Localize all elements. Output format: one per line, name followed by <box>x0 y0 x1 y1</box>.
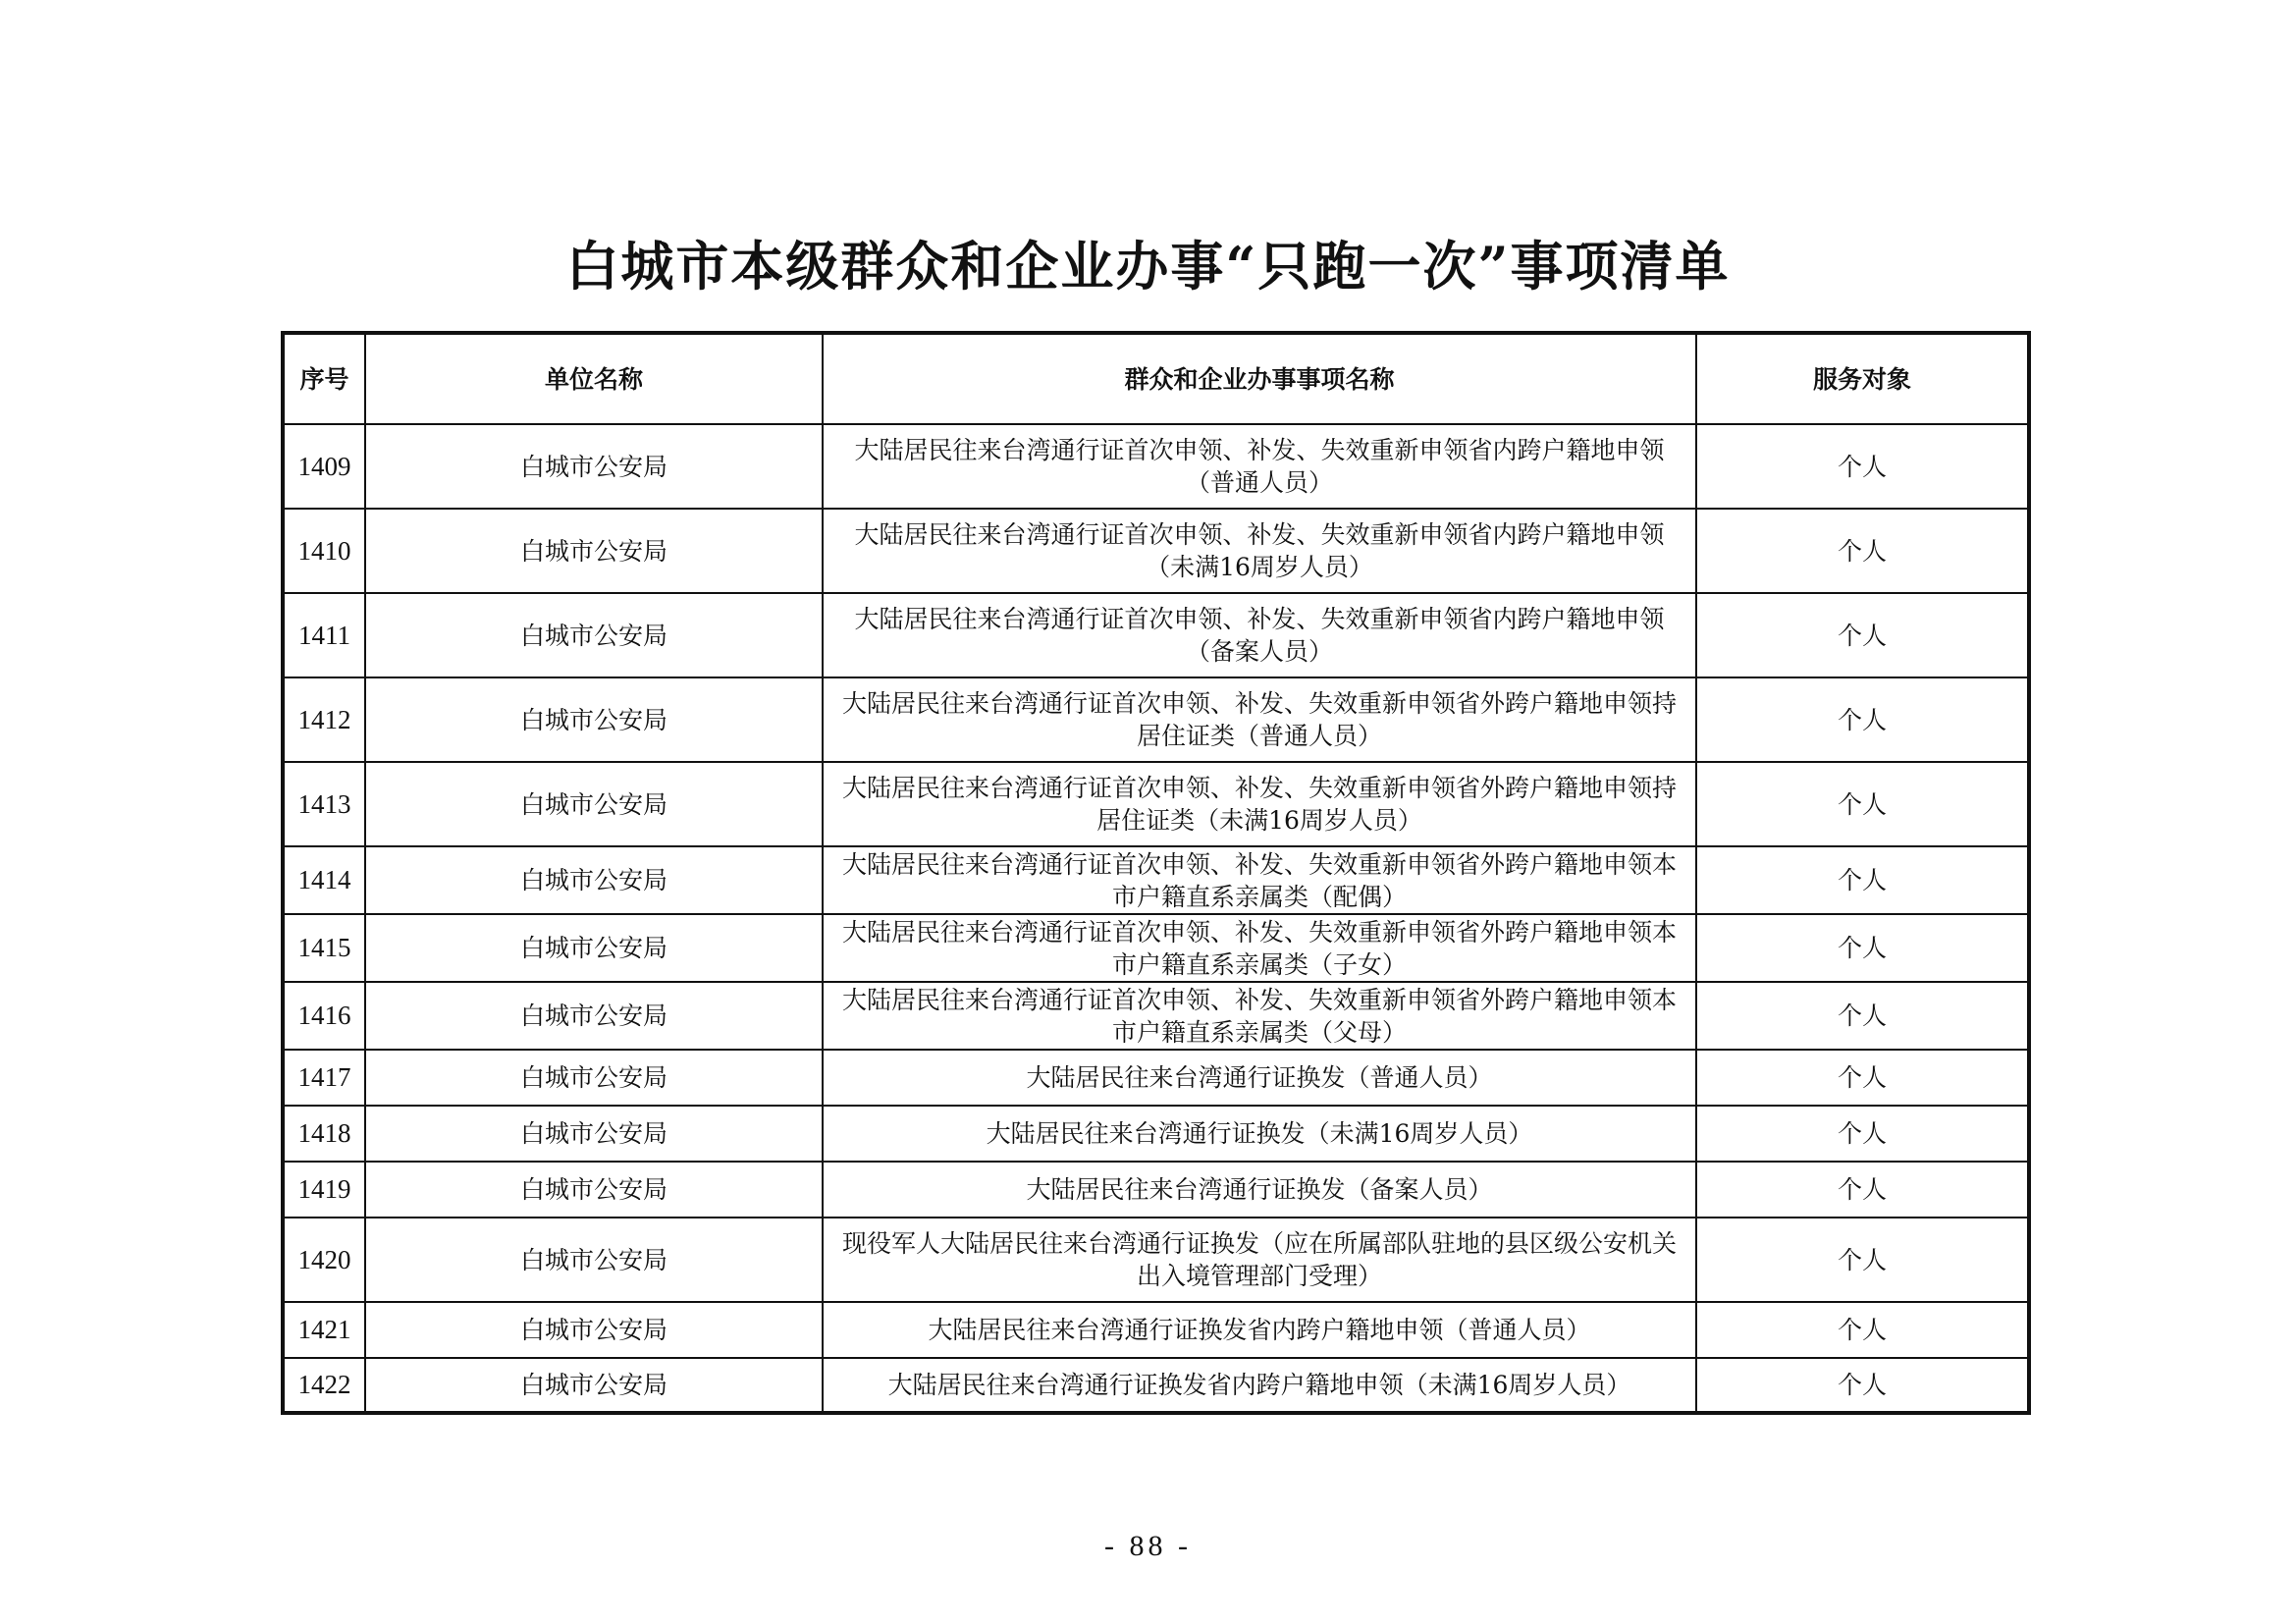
row-unit: 白城市公安局 <box>365 1106 823 1162</box>
row-unit: 白城市公安局 <box>365 593 823 677</box>
row-target: 个人 <box>1696 1162 2029 1218</box>
row-target: 个人 <box>1696 1302 2029 1358</box>
table-row <box>283 982 2029 1050</box>
table-row <box>283 509 2029 593</box>
row-target: 个人 <box>1696 593 2029 677</box>
row-item: 大陆居民往来台湾通行证换发省内跨户籍地申领（未满16周岁人员） <box>823 1358 1696 1413</box>
row-unit: 白城市公安局 <box>365 509 823 593</box>
row-unit: 白城市公安局 <box>365 1218 823 1302</box>
row-seq: 1422 <box>283 1358 365 1413</box>
row-target: 个人 <box>1696 1218 2029 1302</box>
row-unit: 白城市公安局 <box>365 762 823 846</box>
row-unit: 白城市公安局 <box>365 846 823 914</box>
table-row <box>283 762 2029 846</box>
row-seq: 1420 <box>283 1218 365 1302</box>
row-target: 个人 <box>1696 677 2029 762</box>
row-target: 个人 <box>1696 762 2029 846</box>
table-row <box>283 1106 2029 1162</box>
row-item: 大陆居民往来台湾通行证首次申领、补发、失效重新申领省外跨户籍地申领本市户籍直系亲属类（配偶） <box>823 846 1696 914</box>
row-item: 大陆居民往来台湾通行证换发省内跨户籍地申领（普通人员） <box>823 1302 1696 1358</box>
table-row <box>283 1358 2029 1413</box>
table-header-row <box>283 333 2029 424</box>
service-items-table <box>281 331 2031 1415</box>
row-target: 个人 <box>1696 1106 2029 1162</box>
header-seq: 序号 <box>283 333 365 424</box>
row-item: 大陆居民往来台湾通行证首次申领、补发、失效重新申领省内跨户籍地申领（未满16周岁人员） <box>823 509 1696 593</box>
table-row <box>283 593 2029 677</box>
table-row <box>283 1302 2029 1358</box>
row-seq: 1418 <box>283 1106 365 1162</box>
row-item: 大陆居民往来台湾通行证首次申领、补发、失效重新申领省内跨户籍地申领（普通人员） <box>823 424 1696 509</box>
page-number: - 88 - <box>1104 1530 1192 1562</box>
row-item: 大陆居民往来台湾通行证首次申领、补发、失效重新申领省外跨户籍地申领本市户籍直系亲属类（父母） <box>823 982 1696 1050</box>
row-seq: 1411 <box>283 593 365 677</box>
row-target: 个人 <box>1696 982 2029 1050</box>
row-seq: 1413 <box>283 762 365 846</box>
row-unit: 白城市公安局 <box>365 1050 823 1106</box>
table-row <box>283 424 2029 509</box>
row-seq: 1416 <box>283 982 365 1050</box>
row-item: 大陆居民往来台湾通行证换发（普通人员） <box>823 1050 1696 1106</box>
row-seq: 1414 <box>283 846 365 914</box>
row-item: 现役军人大陆居民往来台湾通行证换发（应在所属部队驻地的县区级公安机关出入境管理部门受理） <box>823 1218 1696 1302</box>
row-item: 大陆居民往来台湾通行证首次申领、补发、失效重新申领省内跨户籍地申领（备案人员） <box>823 593 1696 677</box>
row-item: 大陆居民往来台湾通行证换发（未满16周岁人员） <box>823 1106 1696 1162</box>
table-row <box>283 677 2029 762</box>
row-unit: 白城市公安局 <box>365 424 823 509</box>
row-unit: 白城市公安局 <box>365 914 823 982</box>
row-unit: 白城市公安局 <box>365 677 823 762</box>
header-item: 群众和企业办事事项名称 <box>823 333 1696 424</box>
table-row <box>283 846 2029 914</box>
row-item: 大陆居民往来台湾通行证换发（备案人员） <box>823 1162 1696 1218</box>
row-target: 个人 <box>1696 1358 2029 1413</box>
row-target: 个人 <box>1696 914 2029 982</box>
row-item: 大陆居民往来台湾通行证首次申领、补发、失效重新申领省外跨户籍地申领持居住证类（未满16周岁人员） <box>823 762 1696 846</box>
row-item: 大陆居民往来台湾通行证首次申领、补发、失效重新申领省外跨户籍地申领本市户籍直系亲属类（子女） <box>823 914 1696 982</box>
row-target: 个人 <box>1696 424 2029 509</box>
header-unit: 单位名称 <box>365 333 823 424</box>
row-unit: 白城市公安局 <box>365 982 823 1050</box>
row-seq: 1419 <box>283 1162 365 1218</box>
row-seq: 1409 <box>283 424 365 509</box>
row-seq: 1421 <box>283 1302 365 1358</box>
header-target: 服务对象 <box>1696 333 2029 424</box>
row-target: 个人 <box>1696 1050 2029 1106</box>
row-unit: 白城市公安局 <box>365 1162 823 1218</box>
row-seq: 1417 <box>283 1050 365 1106</box>
row-seq: 1412 <box>283 677 365 762</box>
row-unit: 白城市公安局 <box>365 1358 823 1413</box>
table-row <box>283 1050 2029 1106</box>
row-seq: 1415 <box>283 914 365 982</box>
row-item: 大陆居民往来台湾通行证首次申领、补发、失效重新申领省外跨户籍地申领持居住证类（普通人员） <box>823 677 1696 762</box>
row-target: 个人 <box>1696 846 2029 914</box>
table-row <box>283 1218 2029 1302</box>
row-unit: 白城市公安局 <box>365 1302 823 1358</box>
page-title: 白城市本级群众和企业办事“只跑一次”事项清单 <box>565 235 1731 298</box>
row-seq: 1410 <box>283 509 365 593</box>
table-row <box>283 1162 2029 1218</box>
table-row <box>283 914 2029 982</box>
row-target: 个人 <box>1696 509 2029 593</box>
